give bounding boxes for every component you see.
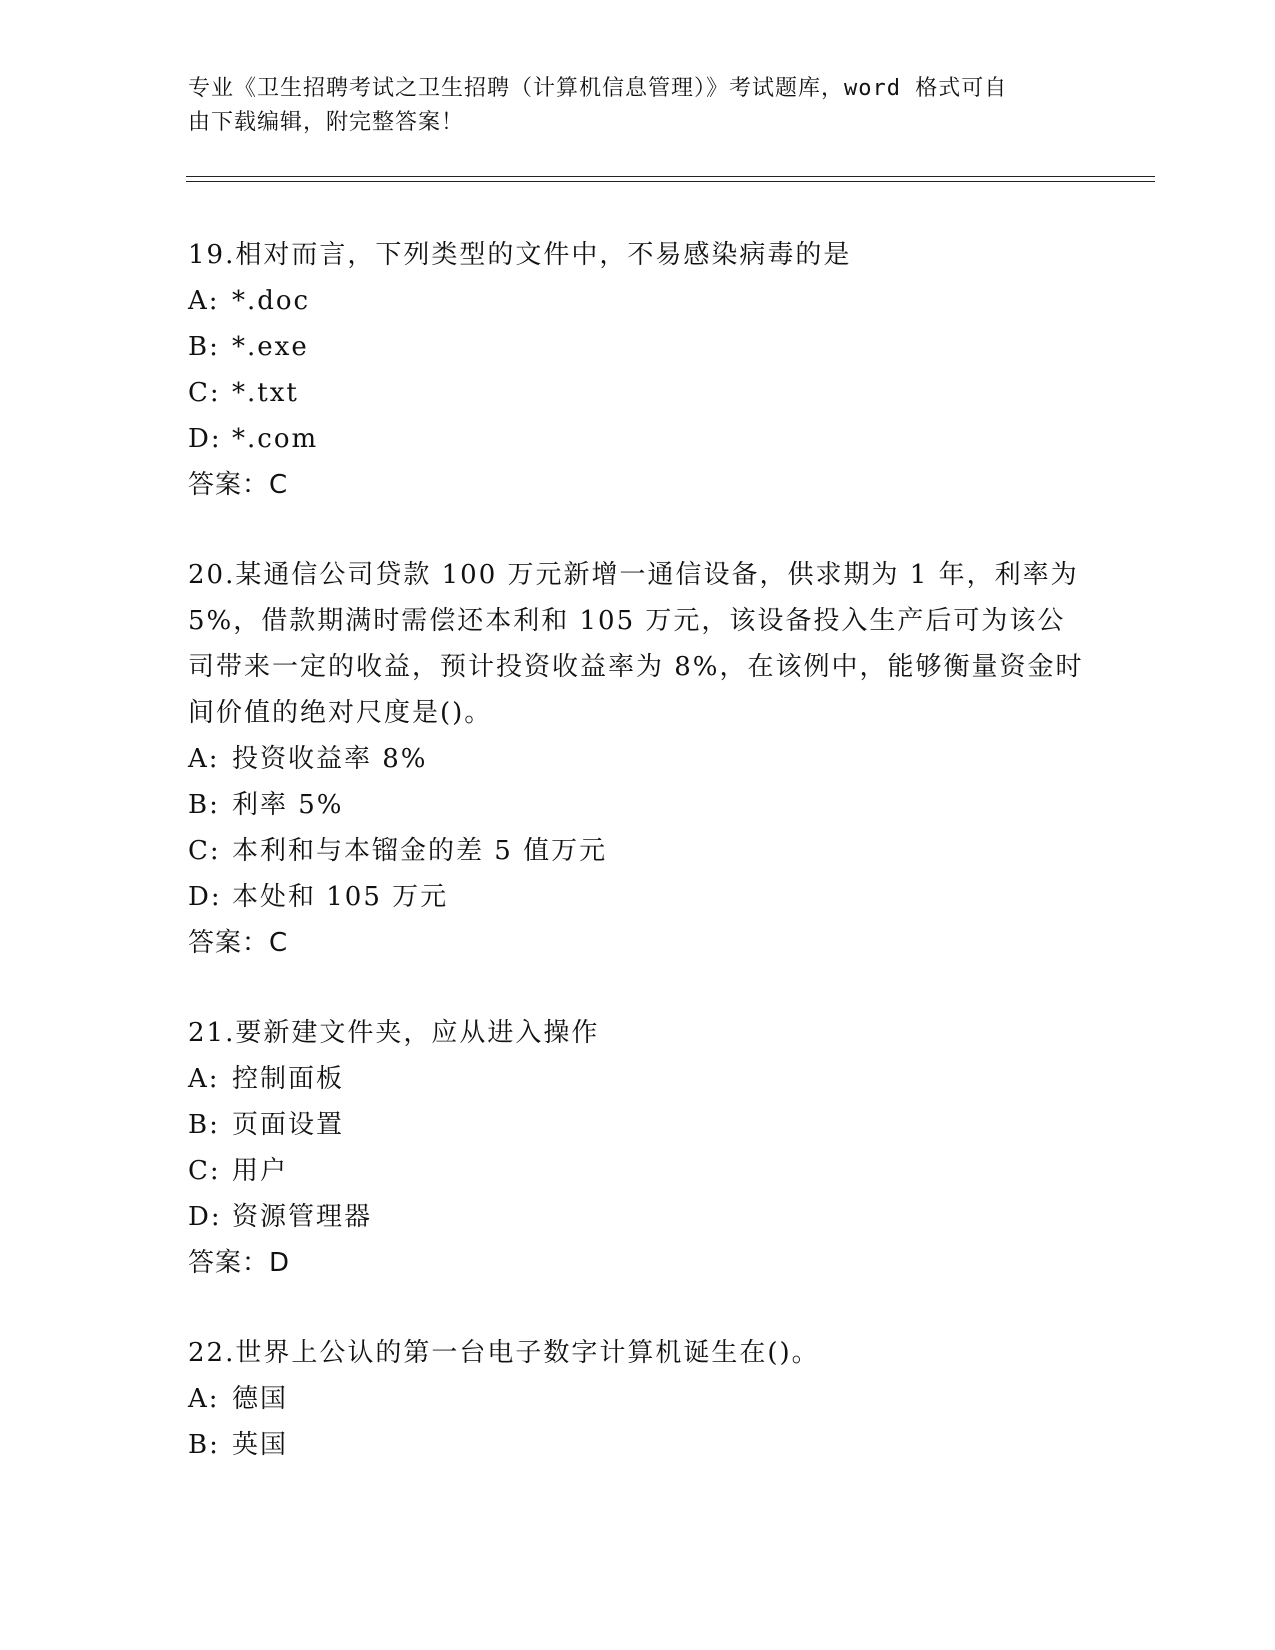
option-label: D: [188,1202,222,1232]
option-d [188,416,1088,462]
question-21 [188,1010,1088,1286]
option-text: 英国 [232,1430,289,1460]
option-label: A: [188,744,220,774]
question-22 [188,1330,1088,1468]
option-label: B: [188,1110,220,1140]
option-text: *.com [232,424,319,454]
option-text: *.doc [232,286,311,316]
option-a [188,1056,1088,1102]
header-divider-bottom [186,181,1155,182]
option-text: 本处和 105 万元 [232,882,449,912]
option-text: 页面设置 [232,1110,345,1140]
option-label: A: [188,1384,220,1414]
option-text: 本利和与本镏金的差 5 值万元 [232,836,608,866]
question-text: 22.世界上公认的第一台电子数字计算机诞生在()。 [188,1338,820,1368]
option-text: 投资收益率 8% [232,744,428,774]
header-line-2: 由下载编辑，附完整答案！ [188,110,465,135]
option-text: 资源管理器 [232,1202,373,1232]
option-text: 利率 5% [232,790,344,820]
option-d [188,874,1088,920]
option-a [188,1376,1088,1422]
option-label: B: [188,332,220,362]
option-text: 德国 [232,1384,289,1414]
question-list [188,232,1088,1512]
option-text: 控制面板 [232,1064,345,1094]
header-line-1: 专业《卫生招聘考试之卫生招聘（计算机信息管理）》考试题库，word 格式可自 [188,76,1008,101]
question-text: 19.相对而言，下列类型的文件中，不易感染病毒的是 [188,240,852,270]
option-label: C: [188,378,221,408]
option-c [188,370,1088,416]
option-a [188,278,1088,324]
option-d [188,1194,1088,1240]
answer-line: 答案：C [188,928,289,958]
option-label: B: [188,1430,220,1460]
option-text: *.exe [232,332,309,362]
option-label: D: [188,424,222,454]
option-a [188,736,1088,782]
document-header [188,72,1068,140]
answer-line: 答案：C [188,470,289,500]
question-text: 21.要新建文件夹，应从进入操作 [188,1018,600,1048]
option-c [188,828,1088,874]
option-b [188,324,1088,370]
option-b [188,1422,1088,1468]
option-label: C: [188,836,221,866]
option-text: 用户 [232,1156,289,1186]
option-b [188,782,1088,828]
option-label: B: [188,790,220,820]
option-b [188,1102,1088,1148]
question-19 [188,232,1088,508]
question-text: 20.某通信公司贷款 100 万元新增一通信设备，供求期为 1 年，利率为5%，借款期满时需偿还本利和 105 万元，该设备投入生产后可为该公司带来一定的收益，预计投资收益率为 8%，在该例中，能够衡量资金时间价值的绝对尺度是()。 [188,560,1084,728]
answer-line: 答案：D [188,1248,291,1278]
option-text: *.txt [232,378,299,408]
option-label: A: [188,286,220,316]
option-c [188,1148,1088,1194]
question-20 [188,552,1088,966]
option-label: A: [188,1064,220,1094]
option-label: C: [188,1156,221,1186]
option-label: D: [188,882,222,912]
header-divider-top [186,176,1155,177]
